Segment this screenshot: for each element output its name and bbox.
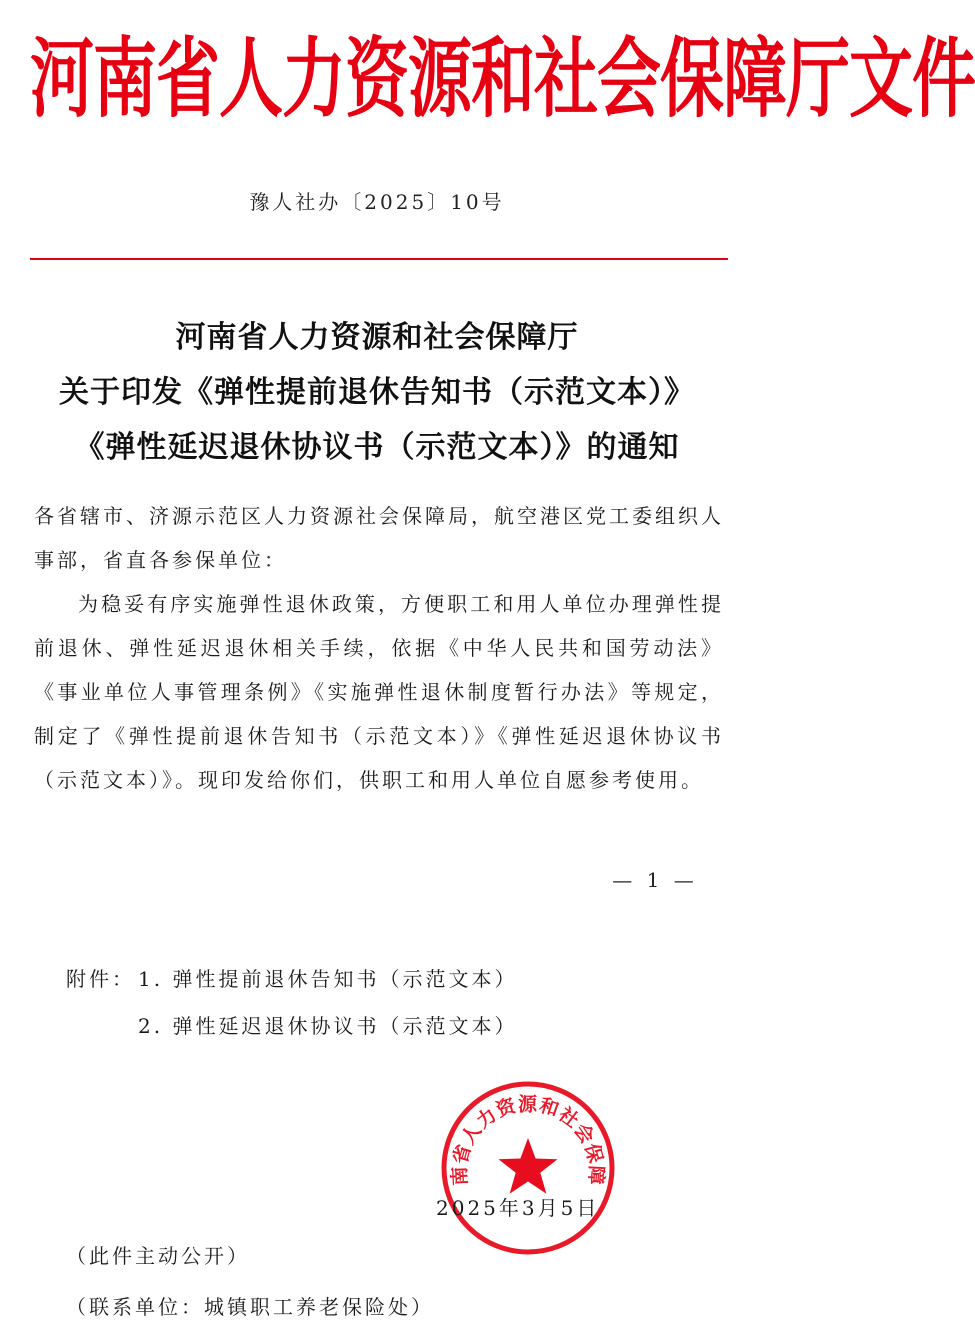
masthead-title: 河南省人力资源和社会保障厅文件	[30, 30, 975, 130]
issue-date: 2025年3月5日	[436, 1196, 600, 1220]
footnote-public: （此件主动公开）	[66, 1244, 250, 1268]
body-paragraph: 为稳妥有序实施弹性退休政策，方便职工和用人单位办理弹性提前退休、弹性延迟退休相关手续，依据《中华人民共和国劳动法》《事业单位人事管理条例》《实施弹性退休制度暂行办法》等规定，制定了《弹性提前退休告知书（示范文本）》《弹性延迟退休协议书（示范文本）》。现印发给你们，供职工和用人单位自愿参考使用。	[34, 592, 724, 792]
addressee: 各省辖市、济源示范区人力资源社会保障局，航空港区党工委组织人事部，省直各参保单位：	[34, 504, 724, 572]
title-line-2: 关于印发《弹性提前退休告知书（示范文本）》	[59, 375, 695, 410]
page-number: — 1 —	[612, 868, 698, 892]
red-divider	[30, 258, 728, 260]
seal-text: 南省人力资源和社会保障	[448, 1093, 608, 1187]
title-line-3: 《弹性延迟退休协议书（示范文本）》的通知	[74, 430, 680, 465]
attachment-label: 附件：	[66, 967, 135, 991]
attachment-item-2: 2. 弹性延迟退休协议书（示范文本）	[138, 1014, 518, 1038]
document-number: 豫人社办〔2025〕10号	[249, 190, 505, 214]
title-line-1: 河南省人力资源和社会保障厅	[175, 320, 579, 355]
star-icon	[499, 1138, 558, 1194]
footnote-contact: （联系单位：城镇职工养老保险处）	[66, 1295, 434, 1319]
official-seal	[438, 1078, 618, 1258]
attachment-item-1: 1. 弹性提前退休告知书（示范文本）	[138, 967, 518, 991]
